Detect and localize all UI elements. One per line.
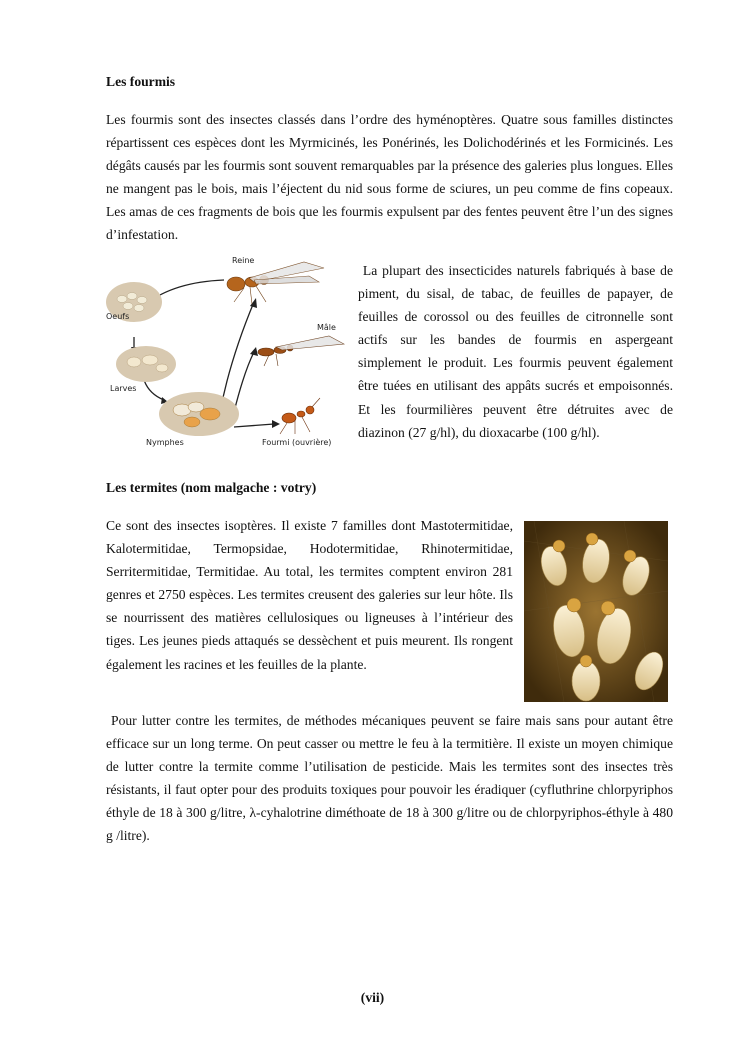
ants-intro-paragraph: Les fourmis sont des insectes classés dans l’ordre des hyménoptères. Quatre sous familles distinctes répartissent ces espèces dont les Myrmicinés, les Ponérinés, les Dolichodérinés et les Formicinés. Les dégâts causés par les fourmis sont souvent remarquables par la présence des galeries plus longues. Elles ne mangent pas le bois, mais l’éjectent du nid sous forme de sciures, un peu comme de fins copeaux. Les amas de ces fragments de bois que les fourmis expulsent par des fentes peuvent être l’un des signes d’infestation. bbox=[106, 112, 673, 243]
termites-intro-paragraph: Ce sont des insectes isoptères. Il existe 7 familles dont Mastotermitidae, Kalotermitidae, Termopsidae, Hodotermitidae, Rhinotermitidae, Serritermitidae, Termitidae. Au total, les termites comptent environ 281 genres et 2750 espèces. Les termites creusent des galeries sur leur hôte. Ils se nourrissent des matières cellulosiques ou ligneuses à l’intérieur des tiges. Les jeunes pieds attaqués se dessèchent et puis meurent. Ils rongent également les racines et les feuilles de la plante. bbox=[106, 518, 513, 672]
eggs-label: Oeufs bbox=[106, 312, 130, 321]
arrow-larvae-to-nymphs bbox=[144, 380, 164, 400]
ants-heading: Les fourmis bbox=[106, 74, 176, 89]
larvae-label: Larves bbox=[110, 384, 137, 393]
ant-life-cycle-figure bbox=[104, 252, 352, 457]
termites-photo bbox=[524, 521, 668, 702]
termites-control-paragraph: Pour lutter contre les termites, de méthodes mécaniques peuvent se faire mais sans pour autant être efficace sur un long terme. On peut casser ou mettre le feu à la termitière. Il existe un moyen chimique de lutter contre la termite comme l’utilisation de pesticide. Mais les termites sont des insectes très résistants, il faut opter pour des produits toxiques pour pouvoir les éradiquer (cyfluthrine chlorpyriphos éthyle de 18 à 300 g/litre, λ-cyhalotrine diméthoate de 18 à 300 g/litre ou de chlorpyriphos-éthyle à 480 g /litre). bbox=[106, 713, 673, 844]
ants-control-paragraph: La plupart des insecticides naturels fabriqués à base de piment, du sisal, de tabac, de feuilles de papayer, de feuilles de corossol ou des feuilles de citronnelle sont actifs sur les bandes de fourmis en aspergeant simplement le produit. Les fourmis peuvent également être tuées en utilisant des appâts sucrés et empoisonnés. Et les fourmilières peuvent être détruites avec de diazinon (27 g/hl), du dioxacarbe (100 g/hl). bbox=[358, 263, 673, 440]
worker-ant bbox=[280, 398, 320, 434]
queen-ant bbox=[227, 262, 324, 304]
nymphs-label: Nymphes bbox=[146, 438, 184, 447]
nymphs-cell bbox=[159, 392, 239, 436]
arrow-to-male bbox=[234, 352, 254, 412]
male-ant bbox=[258, 336, 344, 366]
queen-label: Reine bbox=[232, 256, 255, 265]
male-label: Mâle bbox=[317, 323, 336, 332]
termites-heading: Les termites (nom malgache : votry) bbox=[106, 480, 317, 495]
worker-label: Fourmi (ouvrière) bbox=[262, 438, 332, 447]
arrow-to-worker bbox=[234, 424, 274, 427]
page-number: (vii) bbox=[360, 990, 385, 1005]
